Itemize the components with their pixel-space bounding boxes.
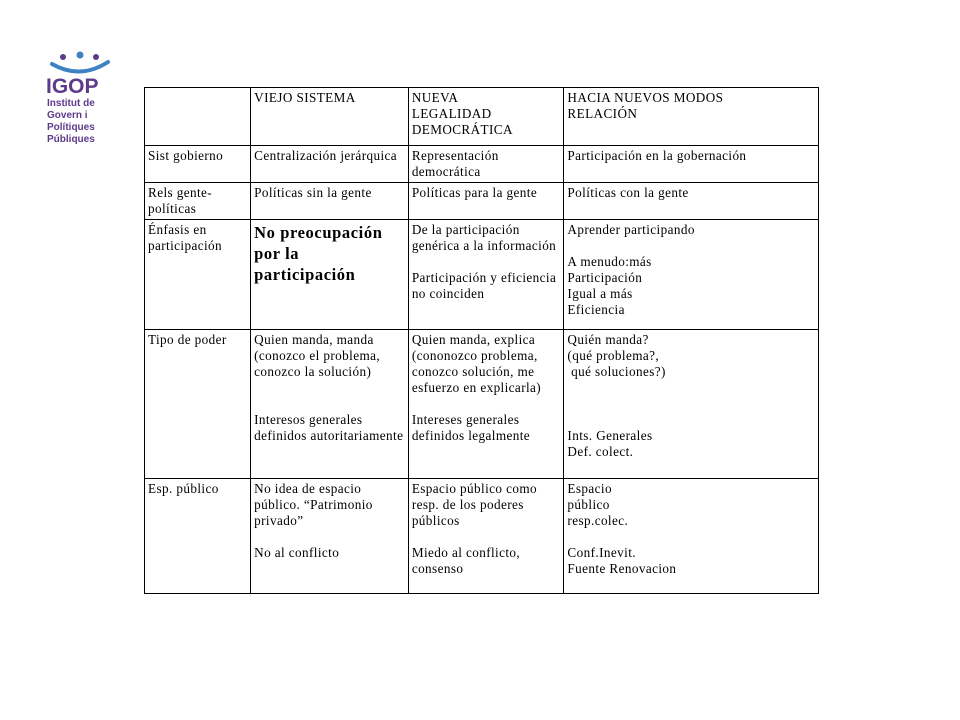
table-cell [251, 479, 409, 594]
cell-text: resp.colec. [567, 513, 629, 528]
row-label: Rels gente-políticas [148, 185, 213, 216]
row-label: Sist gobierno [148, 148, 224, 163]
cell-text: Fuente Renovacion [567, 561, 677, 576]
cell-text: Participación en la gobernación [567, 148, 747, 163]
cell-text: Participación y eficiencia no coinciden [411, 270, 557, 301]
header-cell-viejo [251, 88, 409, 146]
cell-text: Ints. Generales [567, 428, 653, 443]
cell-text: (cononozco problema, conozco solución, me esfuerzo en explicarla) [411, 348, 542, 395]
table-row-sist-gobierno [145, 146, 819, 183]
spacer [567, 529, 815, 545]
table-cell [564, 220, 819, 330]
header-nueva-line1: NUEVA [411, 90, 459, 105]
table-cell [408, 330, 564, 479]
table-cell [408, 220, 564, 330]
table-cell [251, 330, 409, 479]
table-cell [408, 146, 564, 183]
spacer [412, 396, 561, 412]
cell-text: qué soluciones?) [567, 364, 666, 379]
table-cell [251, 146, 409, 183]
cell-text: Intereses generales definidos legalmente [411, 412, 531, 443]
cell-text: Def. colect. [567, 444, 634, 459]
logo-line-3: Polítiques [47, 122, 95, 133]
cell-text: Conf.Inevit. [567, 545, 636, 560]
header-hacia-line1: HACIA NUEVOS MODOS [567, 90, 724, 105]
cell-text: No idea de espacio público. “Patrimonio privado” [254, 481, 373, 528]
cell-text: A menudo:más [567, 254, 652, 269]
header-nueva-line2: LEGALIDAD [411, 106, 492, 121]
row-label-cell [145, 330, 251, 479]
cell-text: Eficiencia [567, 302, 625, 317]
cell-text: Quien manda, explica [411, 332, 536, 347]
row-label-cell [145, 220, 251, 330]
row-label-cell [145, 183, 251, 220]
cell-text: Interesos generales definidos autoritariamente [254, 412, 404, 443]
table-cell [408, 183, 564, 220]
cell-text: Quién manda? [567, 332, 649, 347]
table-row-rels-gente [145, 183, 819, 220]
cell-text: No al conflicto [254, 545, 340, 560]
cell-text: Espacio público como resp. de los poderes públicos [411, 481, 538, 528]
row-label: Esp. público [148, 481, 219, 496]
cell-text: De la participación genérica a la información [411, 222, 557, 253]
cell-text: Espacio [567, 481, 612, 496]
cell-text: Miedo al conflicto, consenso [411, 545, 521, 576]
header-viejo-text: VIEJO SISTEMA [254, 90, 356, 105]
row-label: Tipo de poder [148, 332, 227, 347]
logo-line-2: Govern i [47, 110, 88, 121]
table-row-esp-publico [145, 479, 819, 594]
cell-text: Igual a más [567, 286, 633, 301]
cell-text: Aprender participando [567, 222, 695, 237]
table-cell [564, 146, 819, 183]
cell-text: Centralización jerárquica [254, 148, 398, 163]
cell-text: Representación democrática [411, 148, 499, 179]
table-row-tipo-poder [145, 330, 819, 479]
table-cell [251, 183, 409, 220]
table-cell [564, 330, 819, 479]
cell-text: (qué problema?, [567, 348, 660, 363]
cell-text: Políticas con la gente [567, 185, 689, 200]
cell-text: Políticas para la gente [411, 185, 538, 200]
header-cell-nueva [408, 88, 564, 146]
spacer [567, 238, 815, 254]
header-empty-cell [145, 88, 251, 146]
cell-text-emphasis: No preocupación por la participación [254, 223, 383, 284]
comparison-table [144, 87, 819, 594]
cell-text: Quien manda, manda (conozco el problema, conozco la solución) [254, 332, 381, 379]
igop-logo [40, 50, 110, 150]
table-cell [251, 220, 409, 330]
spacer [412, 254, 561, 270]
table-cell [564, 479, 819, 594]
cell-text: Participación [567, 270, 643, 285]
row-label-cell [145, 479, 251, 594]
header-cell-hacia [564, 88, 819, 146]
cell-text: público [567, 497, 610, 512]
table-cell [564, 183, 819, 220]
spacer [254, 529, 405, 545]
header-nueva-line3: DEMOCRÁTICA [411, 122, 513, 137]
logo-brand: IGOP [46, 75, 99, 98]
logo-line-4: Públiques [47, 134, 95, 145]
row-label: Énfasis en participación [148, 222, 223, 253]
cell-text: Políticas sin la gente [254, 185, 372, 200]
row-label-cell [145, 146, 251, 183]
spacer [254, 380, 405, 412]
header-hacia-line2: RELACIÓN [567, 106, 638, 121]
table-row-enfasis [145, 220, 819, 330]
logo-line-1: Institut de [47, 98, 95, 109]
spacer [412, 529, 561, 545]
header-row [145, 88, 819, 146]
logo-figures-icon [46, 50, 110, 74]
spacer [567, 380, 815, 428]
table-cell [408, 479, 564, 594]
